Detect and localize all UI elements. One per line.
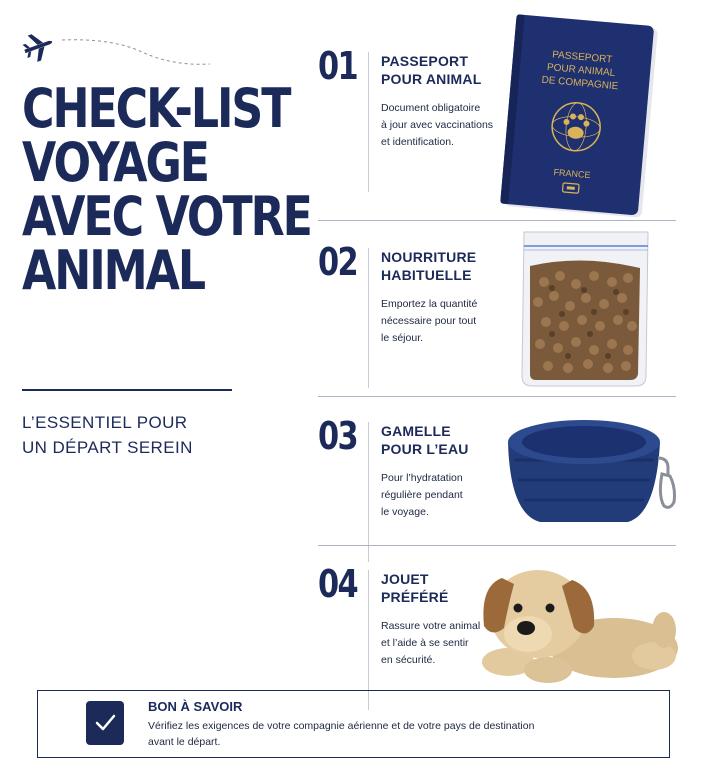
item-heading-line: POUR L’EAU: [381, 441, 469, 457]
item-description: [381, 470, 491, 521]
plush-dog-icon: [474, 556, 686, 688]
item-description-line: Document obligatoire: [381, 102, 481, 114]
item-divider: [368, 248, 369, 388]
item-description-line: Pour l’hydratation: [381, 472, 463, 484]
item-description-line: Rassure votre animal: [381, 620, 481, 632]
item-description-line: à jour avec vaccinations: [381, 119, 494, 131]
section-divider: [318, 396, 676, 397]
passport-icon: [494, 14, 664, 220]
item-heading-line: HABITUELLE: [381, 267, 472, 283]
item-number: 01: [318, 44, 358, 88]
title-line: VOYAGE: [22, 131, 208, 194]
info-box-heading: BON À SAVOIR: [148, 699, 243, 714]
item-description-line: nécessaire pour tout: [381, 315, 477, 327]
title-line: CHECK-LIST: [22, 77, 290, 140]
passport-text: PASSEPORT: [551, 49, 613, 66]
item-description-line: et l’aide à se sentir: [381, 637, 469, 649]
item-heading-line: JOUET: [381, 571, 429, 587]
info-box-text: [148, 718, 534, 750]
info-box-text-line: avant le départ.: [148, 736, 221, 748]
item-description: [381, 100, 494, 151]
item-divider: [368, 570, 369, 710]
subtitle-line: UN DÉPART SEREIN: [22, 438, 193, 457]
title-divider: [22, 389, 232, 391]
page-title: [22, 77, 311, 302]
section-divider: [318, 545, 676, 546]
item-description-line: Emportez la quantité: [381, 298, 478, 310]
info-box-text-line: Vérifiez les exigences de votre compagnie aérienne et de votre pays de destination: [148, 720, 535, 732]
item-heading-line: POUR ANIMAL: [381, 71, 482, 87]
subtitle: [22, 410, 302, 460]
item-heading-line: PASSEPORT: [381, 53, 469, 69]
passport-text: DE COMPAGNIE: [541, 74, 619, 93]
info-box: [37, 690, 670, 758]
item-number: 02: [318, 240, 358, 284]
item-heading-line: NOURRITURE: [381, 249, 477, 265]
item-number: 04: [318, 562, 358, 606]
item-number: 03: [318, 414, 358, 458]
subtitle-line: L’ESSENTIEL POUR: [22, 413, 188, 432]
item-description: [381, 296, 491, 347]
item-heading-line: PRÉFÉRÉ: [381, 589, 449, 605]
item-heading: [381, 422, 501, 458]
item-description-line: le séjour.: [381, 332, 424, 344]
item-heading-line: GAMELLE: [381, 423, 451, 439]
passport-country: FRANCE: [553, 167, 591, 181]
food-bag-icon: [512, 226, 658, 392]
item-description-line: et identification.: [381, 136, 454, 148]
item-divider: [368, 422, 369, 562]
item-divider: [368, 52, 369, 192]
item-description-line: régulière pendant: [381, 489, 463, 501]
item-description-line: en sécurité.: [381, 654, 436, 666]
checkmark-icon: [86, 701, 124, 745]
item-heading: [381, 248, 501, 284]
passport-text: POUR ANIMAL: [546, 62, 616, 79]
title-line: AVEC VOTRE: [22, 185, 311, 248]
airplane-icon: [22, 30, 212, 70]
title-line: ANIMAL: [22, 239, 205, 302]
water-bowl-icon: [500, 414, 676, 534]
item-description-line: le voyage.: [381, 506, 429, 518]
section-divider: [318, 220, 676, 221]
item-heading: [381, 52, 501, 88]
